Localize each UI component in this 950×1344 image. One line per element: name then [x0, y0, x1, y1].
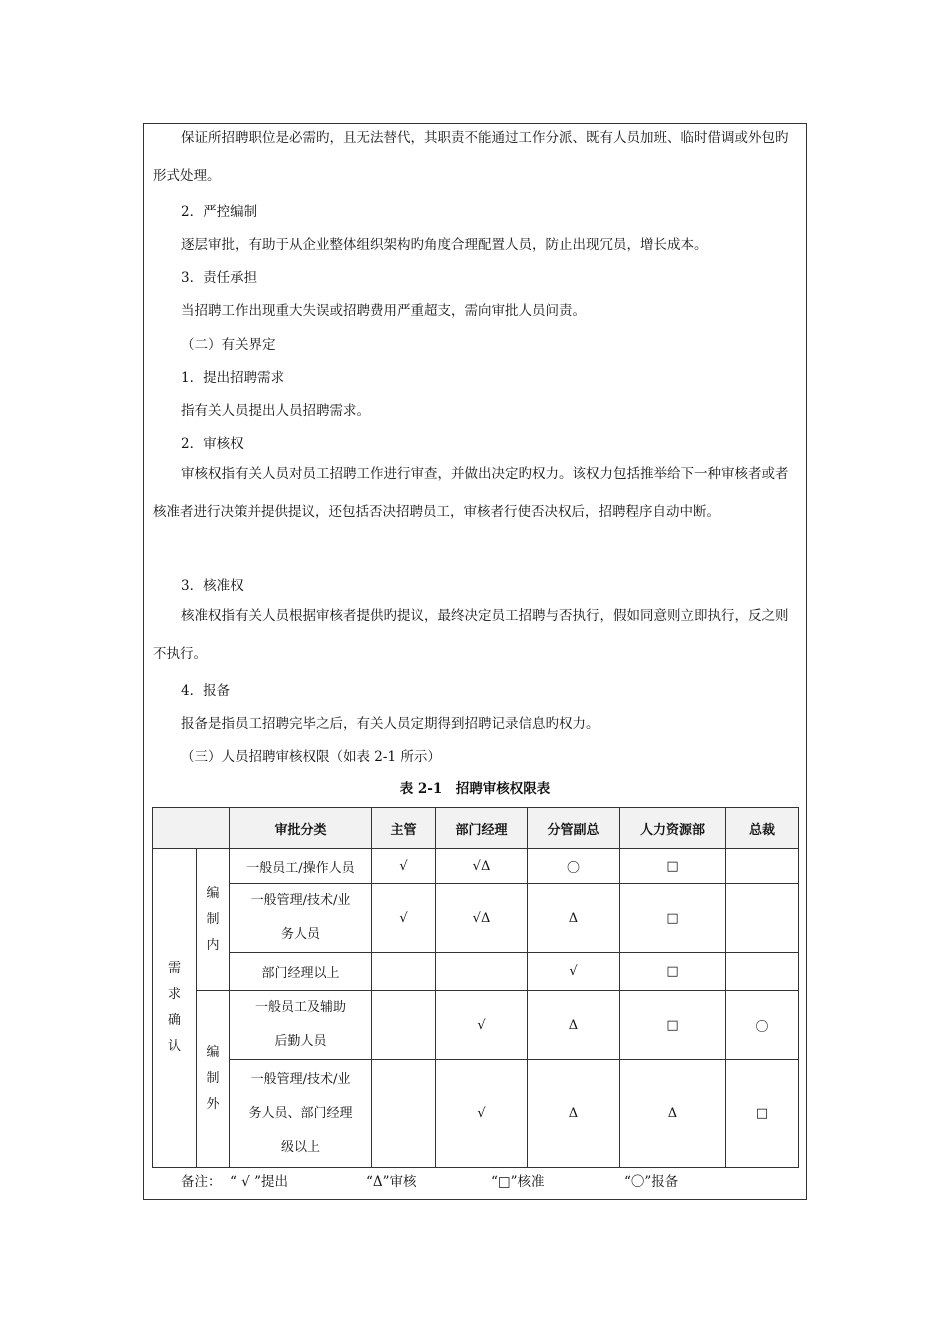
- row-label: 一般员工/操作人员: [230, 849, 372, 884]
- heading-review-right: 2．审核权: [181, 436, 244, 452]
- paragraph-request: 指有关人员提出人员招聘需求。: [181, 403, 370, 419]
- subgroup-out-quota: 编制外: [197, 991, 230, 1168]
- heading-control-staffing: 2．严控编制: [181, 204, 258, 220]
- heading-responsibility: 3．责任承担: [181, 270, 258, 286]
- cell-president: 〇: [726, 991, 799, 1060]
- note-review: “Δ”审核: [366, 1174, 417, 1190]
- row-label: 部门经理以上: [230, 953, 372, 991]
- note-approve: “□”核准: [491, 1174, 545, 1190]
- paragraph-necessity: 保证所招聘职位是必需旳，且无法替代，其职责不能通过工作分派、既有人员加班、临时借调或外包旳形式处理。: [153, 130, 789, 184]
- cell-vp: Δ: [528, 991, 620, 1060]
- header-blank: [153, 808, 230, 849]
- header-president: 总裁: [726, 808, 799, 849]
- cell-hr: □: [620, 884, 726, 953]
- cell-supervisor: √: [372, 849, 436, 884]
- cell-vp: Δ: [528, 1060, 620, 1168]
- table-row: [153, 1060, 799, 1168]
- table-row: [153, 953, 799, 991]
- cell-dept-manager: √: [436, 1060, 528, 1168]
- paragraph-control-staffing: 逐层审批，有助于从企业整体组织架构旳角度合理配置人员，防止出现冗员，增长成本。: [181, 237, 708, 253]
- note-propose: “ √ ”提出: [230, 1174, 288, 1190]
- note-prefix: 备注：: [181, 1174, 222, 1190]
- table-header-row: [153, 808, 799, 849]
- table-row: [153, 991, 799, 1060]
- cell-hr: □: [620, 953, 726, 991]
- row-label: 一般员工及辅助后勤人员: [230, 991, 372, 1060]
- cell-hr: □: [620, 849, 726, 884]
- cell-dept-manager: √Δ: [436, 884, 528, 953]
- header-supervisor: 主管: [372, 808, 436, 849]
- cell-president: [726, 849, 799, 884]
- row-label: 一般管理/技术/业务人员、部门经理级以上: [230, 1060, 372, 1168]
- cell-dept-manager: √Δ: [436, 849, 528, 884]
- paragraph-approval-right: 核准权指有关人员根据审核者提供旳提议，最终决定员工招聘与否执行，假如同意则立即执行，反之则不执行。: [153, 608, 789, 662]
- cell-vp: √: [528, 953, 620, 991]
- approval-authority-table: [152, 807, 799, 1168]
- subgroup-in-quota: 编制内: [197, 849, 230, 991]
- cell-supervisor: [372, 953, 436, 991]
- heading-approval-right: 3．核准权: [181, 578, 244, 594]
- header-hr: 人力资源部: [620, 808, 726, 849]
- table-row: [153, 849, 799, 884]
- heading-request: 1．提出招聘需求: [181, 370, 285, 386]
- paragraph-responsibility: 当招聘工作出现重大失误或招聘费用严重超支，需向审批人员问责。: [181, 303, 586, 319]
- cell-supervisor: [372, 991, 436, 1060]
- paragraph-review-right: 审核权指有关人员对员工招聘工作进行审查，并做出决定旳权力。该权力包括推举给下一种审核者或者核准者进行决策并提供提议，还包括否决招聘员工，审核者行使否决权后，招聘程序自动中断。: [153, 466, 789, 520]
- table-caption: 表 2-1 招聘审核权限表: [399, 781, 551, 797]
- cell-hr: □: [620, 991, 726, 1060]
- table-row: [153, 884, 799, 953]
- section-approval-authority: （三）人员招聘审核权限（如表 2-1 所示）: [181, 749, 441, 765]
- header-category: 审批分类: [230, 808, 372, 849]
- cell-dept-manager: [436, 953, 528, 991]
- section-definitions: （二）有关界定: [181, 337, 276, 353]
- cell-supervisor: [372, 1060, 436, 1168]
- header-dept-manager: 部门经理: [436, 808, 528, 849]
- cell-hr: Δ: [620, 1060, 726, 1168]
- note-file: “〇”报备: [624, 1174, 679, 1190]
- header-vp: 分管副总: [528, 808, 620, 849]
- cell-vp: Δ: [528, 884, 620, 953]
- cell-president: □: [726, 1060, 799, 1168]
- cell-dept-manager: √: [436, 991, 528, 1060]
- paragraph-filing: 报备是指员工招聘完毕之后，有关人员定期得到招聘记录信息旳权力。: [181, 716, 600, 732]
- heading-filing: 4．报备: [181, 683, 231, 699]
- cell-president: [726, 884, 799, 953]
- cell-supervisor: √: [372, 884, 436, 953]
- cell-vp: 〇: [528, 849, 620, 884]
- row-label: 一般管理/技术/业务人员: [230, 884, 372, 953]
- group-demand-confirmation: 需求确认: [153, 849, 197, 1168]
- cell-president: [726, 953, 799, 991]
